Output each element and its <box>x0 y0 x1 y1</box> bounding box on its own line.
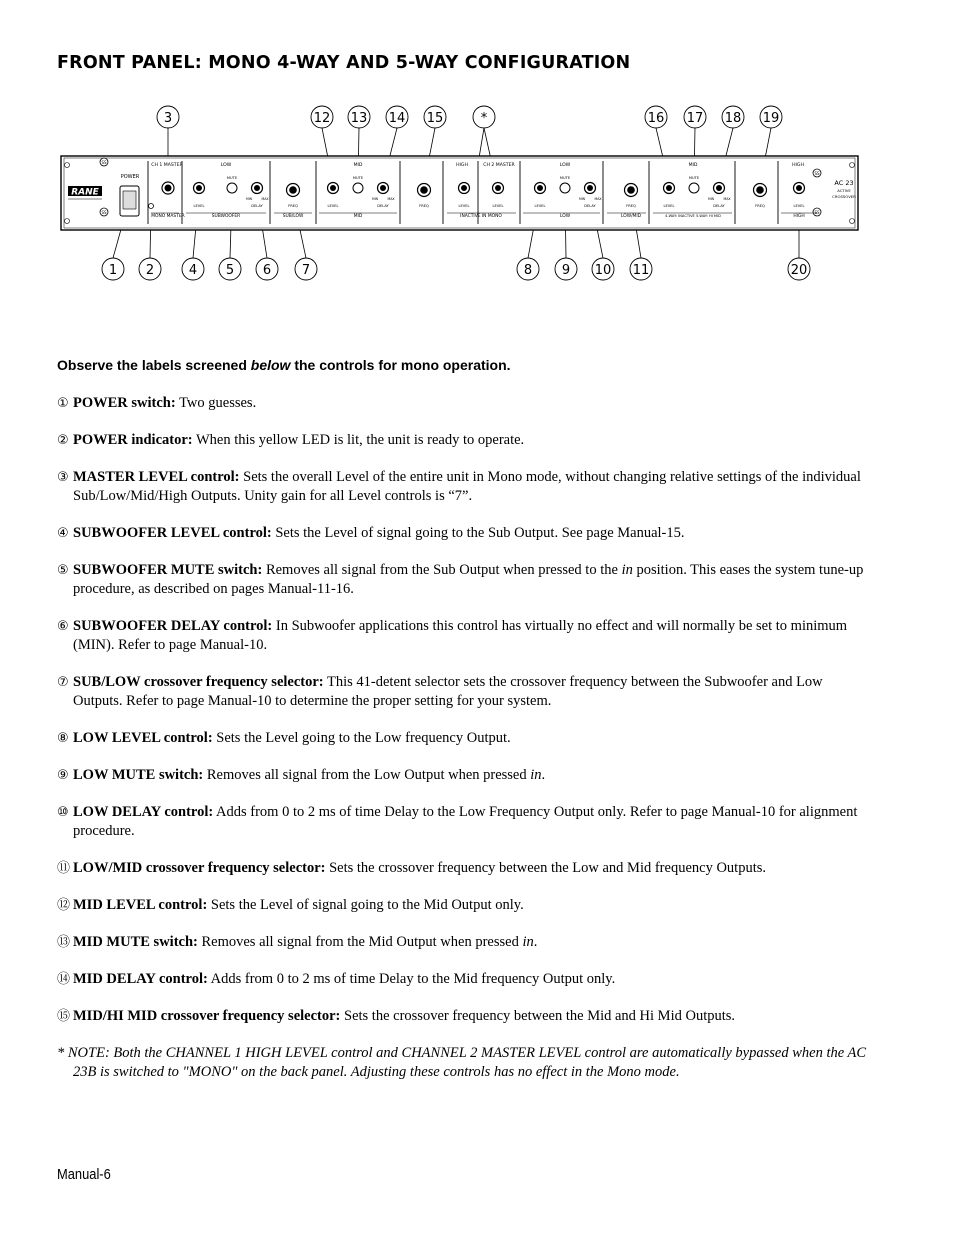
callout-number: 18 <box>724 111 742 126</box>
control-label-level: LEVEL <box>793 204 805 208</box>
callout-number: 17 <box>686 111 704 126</box>
item-label: LOW LEVEL control: <box>73 730 213 746</box>
control-label-freq: FREQ <box>755 204 765 208</box>
control-label-freq: FREQ <box>419 204 429 208</box>
callout-number: 6 <box>262 263 272 278</box>
control-label-level: LEVEL <box>458 204 470 208</box>
control-label-max: MAX <box>387 197 395 201</box>
list-item: ⑬ MID MUTE switch: Removes all signal from the Mid Output when pressed in. <box>57 934 538 950</box>
callout-number: 16 <box>647 111 665 126</box>
item-label: SUB/LOW crossover frequency selector: <box>73 674 324 690</box>
knob-mid-delay[interactable] <box>378 183 389 194</box>
callout-number: 15 <box>426 111 444 126</box>
knob-ch1-high-level[interactable] <box>459 183 470 194</box>
callout-number: 10 <box>594 263 612 278</box>
item-label: LOW MUTE switch: <box>73 767 204 783</box>
item-number: ⑮ <box>57 1009 71 1024</box>
item-number: ① <box>57 396 69 411</box>
list-item: ② POWER indicator: When this yellow LED is lit, the unit is ready to operate. <box>57 432 525 448</box>
section-label-ch2-master: CH 2 MASTER <box>483 163 515 168</box>
mute-button-subwoofer[interactable] <box>227 183 237 193</box>
selector-low-mid-freq[interactable] <box>625 184 638 197</box>
knob-hi-mid-delay[interactable] <box>714 183 725 194</box>
page-title: FRONT PANEL: MONO 4-WAY AND 5-WAY CONFIGURATION <box>57 53 631 73</box>
rack-screw-icon <box>813 208 821 216</box>
section-label-mid: MID <box>353 163 363 168</box>
callout-number: 14 <box>388 111 406 126</box>
callout-number: 1 <box>108 263 118 278</box>
model-sub1-label: ACTIVE <box>837 188 851 193</box>
item-label: POWER switch: <box>73 395 176 411</box>
list-item: ⑦ SUB/LOW crossover frequency selector: This 41-detent selector sets the crossover frequency between the Subwoofer and Low Outputs. Refer to page Manual-10 to determine the proper setting for your system. <box>57 674 823 709</box>
callout-number: 12 <box>313 111 331 126</box>
item-number: ⑩ <box>57 805 69 820</box>
svg-text:SS: SS <box>814 171 820 176</box>
knob-ch1-mid-level[interactable] <box>328 183 339 194</box>
knob-low-delay[interactable] <box>585 183 596 194</box>
power-led <box>149 204 154 209</box>
control-label-max: MAX <box>594 197 602 201</box>
callout-number: 9 <box>561 263 571 278</box>
control-label-delay: DELAY <box>251 204 263 208</box>
under-label-high: HIGH <box>793 214 805 219</box>
control-label-min: MIN <box>707 197 715 201</box>
control-label-freq: FREQ <box>626 204 636 208</box>
front-panel-diagram <box>50 95 870 295</box>
callout-number: 8 <box>523 263 533 278</box>
under-label-subwoofer: SUBWOOFER <box>211 214 241 219</box>
list-item: ⑨ LOW MUTE switch: Removes all signal from the Low Output when pressed in. <box>57 767 546 783</box>
control-label-delay: DELAY <box>584 204 596 208</box>
control-label-mute: MUTE <box>688 176 700 180</box>
under-label-low: LOW <box>559 214 571 219</box>
item-label: SUBWOOFER MUTE switch: <box>73 562 263 578</box>
list-item: ④ SUBWOOFER LEVEL control: Sets the Level of signal going to the Sub Output. See page Manual-15. <box>57 525 685 541</box>
footnote: * NOTE: Both the CHANNEL 1 HIGH LEVEL control and CHANNEL 2 MASTER LEVEL control are automatically bypassed when the AC 23B is switched to "MONO" on the back panel. Adjusting these controls has no effect in the Mono mode. <box>57 1045 867 1080</box>
item-number: ⑧ <box>57 731 69 746</box>
callout-number: 11 <box>632 263 650 278</box>
item-label: LOW DELAY control: <box>73 804 214 820</box>
list-item: ⑤ SUBWOOFER MUTE switch: Removes all signal from the Sub Output when pressed to the in position. This eases the system tune-up procedure, as described on pages Manual-11-16. <box>57 562 864 597</box>
knob-ch1-master[interactable] <box>162 182 174 194</box>
control-label-mute: MUTE <box>559 176 571 180</box>
rack-screw-icon <box>100 208 108 216</box>
selector-mid-hi-mid-freq[interactable] <box>418 184 431 197</box>
list-item: ③ MASTER LEVEL control: Sets the overall Level of the entire unit in Mono mode, without changing relative settings of the individual Sub/Low/Mid/High Outputs. Unity gain for all Level controls is “7”. <box>57 469 861 504</box>
rack-screw-icon <box>813 169 821 177</box>
intro-text: Observe the labels screened below the controls for mono operation. <box>57 357 511 373</box>
item-number: ⑭ <box>57 972 71 987</box>
item-label: SUBWOOFER DELAY control: <box>73 618 273 634</box>
control-label-level: LEVEL <box>193 204 205 208</box>
knob-ch2-master[interactable] <box>493 183 504 194</box>
item-number: ④ <box>57 526 69 541</box>
callout-number: 7 <box>301 263 311 278</box>
control-label-level: LEVEL <box>327 204 339 208</box>
control-label-min: MIN <box>245 197 253 201</box>
mute-button-low[interactable] <box>560 183 570 193</box>
model-label: AC 23 <box>834 179 854 187</box>
item-list <box>57 394 869 1082</box>
under-label-sub-low: SUB/LOW <box>282 214 304 219</box>
item-label: MASTER LEVEL control: <box>73 469 240 485</box>
section-label-ch1-master: CH 1 MASTER <box>151 163 183 168</box>
knob-low-level[interactable] <box>535 183 546 194</box>
section-label-high: HIGH <box>456 163 468 168</box>
control-label-freq: FREQ <box>288 204 298 208</box>
callout-number: 20 <box>790 263 808 278</box>
callout-number: 13 <box>350 111 368 126</box>
mute-button-hi-mid[interactable] <box>689 183 699 193</box>
callout-number: 2 <box>145 263 155 278</box>
item-number: ⑦ <box>57 675 69 690</box>
knob-ch2-mid-level[interactable] <box>664 183 675 194</box>
item-label: LOW/MID crossover frequency selector: <box>73 860 326 876</box>
item-label: MID DELAY control: <box>73 971 208 987</box>
control-label-max: MAX <box>261 197 269 201</box>
section-label-mid: MID <box>688 163 698 168</box>
item-number: ⑪ <box>57 861 71 876</box>
svg-text:SS: SS <box>101 210 107 215</box>
item-number: ② <box>57 433 69 448</box>
under-label-low-mid: LOW/MID <box>620 214 642 219</box>
mute-button-mid[interactable] <box>353 183 363 193</box>
callout-number: * <box>480 111 488 126</box>
model-sub2-label: CROSSOVER <box>832 194 856 199</box>
item-number: ⑥ <box>57 619 69 634</box>
list-item: ⑮ MID/HI MID crossover frequency selector: Sets the crossover frequency between the Mid and Hi Mid Outputs. <box>57 1008 736 1024</box>
control-label-mute: MUTE <box>226 176 238 180</box>
item-number: ⑨ <box>57 768 69 783</box>
knob-subwoofer-delay[interactable] <box>252 183 263 194</box>
section-label-low: LOW <box>220 163 232 168</box>
under-label-hi-mid: 4-WAY: INACTIVE 5-WAY: HI MID <box>665 214 721 218</box>
list-item: ⑭ MID DELAY control: Adds from 0 to 2 ms of time Delay to the Mid frequency Output only. <box>57 971 616 987</box>
section-label-low: LOW <box>559 163 571 168</box>
item-number: ⑫ <box>57 898 71 913</box>
item-number: ③ <box>57 470 69 485</box>
under-label-mono-master: MONO MASTER <box>151 214 185 219</box>
under-label-mid: MID <box>353 214 363 219</box>
callout-number: 3 <box>163 111 173 126</box>
callout-number: 19 <box>762 111 780 126</box>
control-label-max: MAX <box>723 197 731 201</box>
list-item: ⑥ SUBWOOFER DELAY control: In Subwoofer applications this control has virtually no effect and will normally be set to minimum (MIN). Refer to page Manual-10. <box>57 618 848 653</box>
power-label: POWER <box>120 174 140 180</box>
callout-number: 5 <box>225 263 235 278</box>
item-label: MID MUTE switch: <box>73 934 198 950</box>
page-number: Manual-6 <box>57 1166 111 1183</box>
knob-high-level[interactable] <box>794 183 805 194</box>
list-item: ⑩ LOW DELAY control: Adds from 0 to 2 ms of time Delay to the Low Frequency Output only. Refer to page Manual-10 for alignment procedure. <box>57 804 858 839</box>
list-item: ⑧ LOW LEVEL control: Sets the Level going to the Low frequency Output. <box>57 730 511 746</box>
knob-subwoofer-level[interactable] <box>194 183 205 194</box>
power-switch[interactable] <box>120 186 139 216</box>
item-label: POWER indicator: <box>73 432 193 448</box>
list-item: ⑪ LOW/MID crossover frequency selector: Sets the crossover frequency between the Low and Mid frequency Outputs. <box>57 860 766 876</box>
item-label: SUBWOOFER LEVEL control: <box>73 525 272 541</box>
item-number: ⑤ <box>57 563 69 578</box>
control-label-min: MIN <box>371 197 379 201</box>
control-label-level: LEVEL <box>534 204 546 208</box>
selector-hi-mid-high-freq[interactable] <box>754 184 767 197</box>
selector-sub-low-freq[interactable] <box>287 184 300 197</box>
under-label-inactive-mono: INACTIVE IN MONO <box>460 214 502 219</box>
section-label-high: HIGH <box>792 163 804 168</box>
control-label-delay: DELAY <box>713 204 725 208</box>
list-item: ⑫ MID LEVEL control: Sets the Level of signal going to the Mid Output only. <box>57 897 524 913</box>
item-number: ⑬ <box>57 935 71 950</box>
rack-screw-icon <box>100 158 108 166</box>
svg-text:SS: SS <box>814 210 820 215</box>
svg-text:SS: SS <box>101 160 107 165</box>
control-label-mute: MUTE <box>352 176 364 180</box>
list-item: ① POWER switch: Two guesses. <box>57 395 257 411</box>
callout-number: 4 <box>188 263 198 278</box>
control-label-level: LEVEL <box>492 204 504 208</box>
brand-logo-text: RANE <box>71 187 99 198</box>
control-label-delay: DELAY <box>377 204 389 208</box>
item-label: MID/HI MID crossover frequency selector: <box>73 1008 341 1024</box>
control-label-min: MIN <box>578 197 586 201</box>
item-label: MID LEVEL control: <box>73 897 208 913</box>
control-label-level: LEVEL <box>663 204 675 208</box>
